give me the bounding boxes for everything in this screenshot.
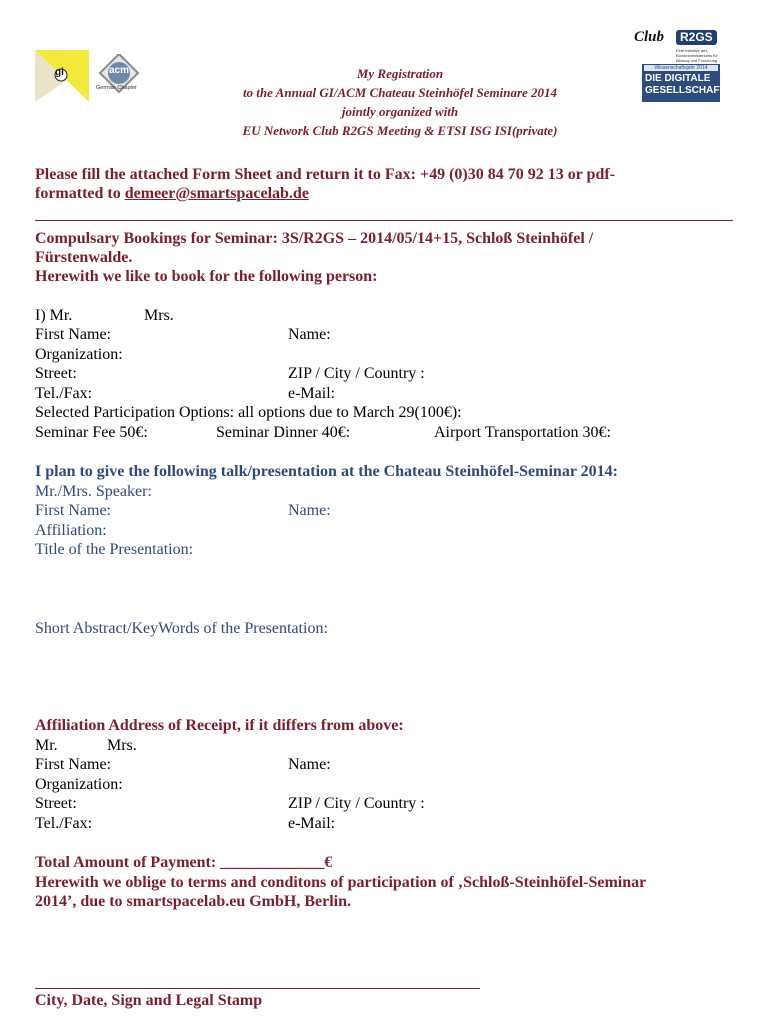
separator-rule: [35, 220, 733, 221]
club-tagline: Eine Initiative des Bundesministeriums für Bildung und Forschung: [676, 48, 718, 63]
wj-topline: Wissenschaftsjahr 2014: [644, 65, 718, 71]
booking-line-2: Fürstenwalde.: [35, 249, 133, 266]
street-label: Street:: [35, 365, 77, 382]
receipt-organization-label: Organization:: [35, 776, 123, 793]
gi-logo: [35, 50, 89, 102]
header-line-2: to the Annual GI/ACM Chateau Steinhöfel Seminare 2014: [242, 85, 558, 100]
receipt-zip-label: ZIP / City / Country :: [288, 795, 425, 812]
seminar-dinner-option: Seminar Dinner 40€:: [216, 424, 351, 441]
acm-diamond-icon: [92, 54, 146, 98]
wj-line2: GESELLSCHAFT: [645, 85, 726, 96]
salutation-mr: I) Mr.: [35, 307, 73, 324]
document-header: [160, 64, 640, 140]
signature-line: [35, 988, 480, 989]
wissenschaftsjahr-logo: [642, 64, 726, 102]
obligation-line-2: 2014’, due to smartspacelab.eu GmbH, Berlin.: [35, 893, 351, 910]
intro-line-1: Please fill the attached Form Sheet and return it to Fax: +49 (0)30 84 70 92 13 or pdf-: [35, 166, 616, 183]
participation-options: Selected Participation Options: all options due to March 29(100€):: [35, 404, 462, 421]
receipt-email-label: e-Mail:: [288, 815, 336, 832]
club-r2gs-logo: [628, 28, 730, 64]
speaker-name-label: Name:: [288, 502, 331, 519]
obligation-line-1: Herewith we oblige to terms and conditons of participation of ‚Schloß-Steinhöfel-Seminar: [35, 874, 647, 891]
abstract-label: Short Abstract/KeyWords of the Presentation:: [35, 620, 328, 637]
receipt-first-name-label: First Name:: [35, 756, 111, 773]
receipt-street-label: Street:: [35, 795, 77, 812]
telfax-label: Tel./Fax:: [35, 385, 93, 402]
first-name-label: First Name:: [35, 326, 111, 343]
booking-line-3: Herewith we like to book for the following person:: [35, 268, 378, 285]
receipt-mrs: Mrs.: [107, 737, 137, 754]
talk-heading: I plan to give the following talk/presentation at the Chateau Steinhöfel-Seminar 2014:: [35, 463, 618, 480]
speaker-first-name-label: First Name:: [35, 502, 111, 519]
wj-line1: DIE DIGITALE: [645, 73, 711, 84]
total-payment: Total Amount of Payment: _____________€: [35, 854, 333, 871]
acm-text: acm: [109, 65, 130, 76]
receipt-name-label: Name:: [288, 756, 331, 773]
receipt-mr: Mr.: [35, 737, 58, 754]
booking-line-1: Compulsary Bookings for Seminar: 3S/R2GS – 2014/05/14+15, Schloß Steinhöfel /: [35, 230, 594, 247]
email-link[interactable]: demeer@smartspacelab.de: [124, 185, 309, 202]
signature-label: City, Date, Sign and Legal Stamp: [35, 992, 263, 1009]
seminar-fee-option: Seminar Fee 50€:: [35, 424, 148, 441]
acm-logo: [92, 54, 146, 98]
club-word: Club: [634, 29, 665, 45]
header-line-1: My Registration: [356, 66, 444, 81]
header-line-3: jointly organized with: [341, 104, 459, 119]
receipt-telfax-label: Tel./Fax:: [35, 815, 93, 832]
email-label: e-Mail:: [288, 385, 336, 402]
intro-line-2: [35, 184, 309, 203]
presentation-title-label: Title of the Presentation:: [35, 541, 194, 558]
affiliation-label: Affiliation:: [35, 522, 107, 539]
r2gs-badge: R2GS: [676, 30, 717, 45]
speaker-label: Mr./Mrs. Speaker:: [35, 483, 152, 500]
acm-subtitle: German Chapter: [96, 85, 137, 91]
salutation-mrs: Mrs.: [144, 307, 174, 324]
receipt-heading: Affiliation Address of Receipt, if it differs from above:: [35, 717, 404, 734]
intro-line-2-text: formatted to: [35, 185, 125, 202]
header-line-4: EU Network Club R2GS Meeting & ETSI ISG ISI(private): [242, 123, 558, 138]
zip-city-country-label: ZIP / City / Country :: [288, 365, 425, 382]
gi-letters: gi: [55, 67, 64, 78]
airport-transport-option: Airport Transportation 30€:: [434, 424, 611, 441]
organization-label: Organization:: [35, 346, 123, 363]
name-label: Name:: [288, 326, 331, 343]
